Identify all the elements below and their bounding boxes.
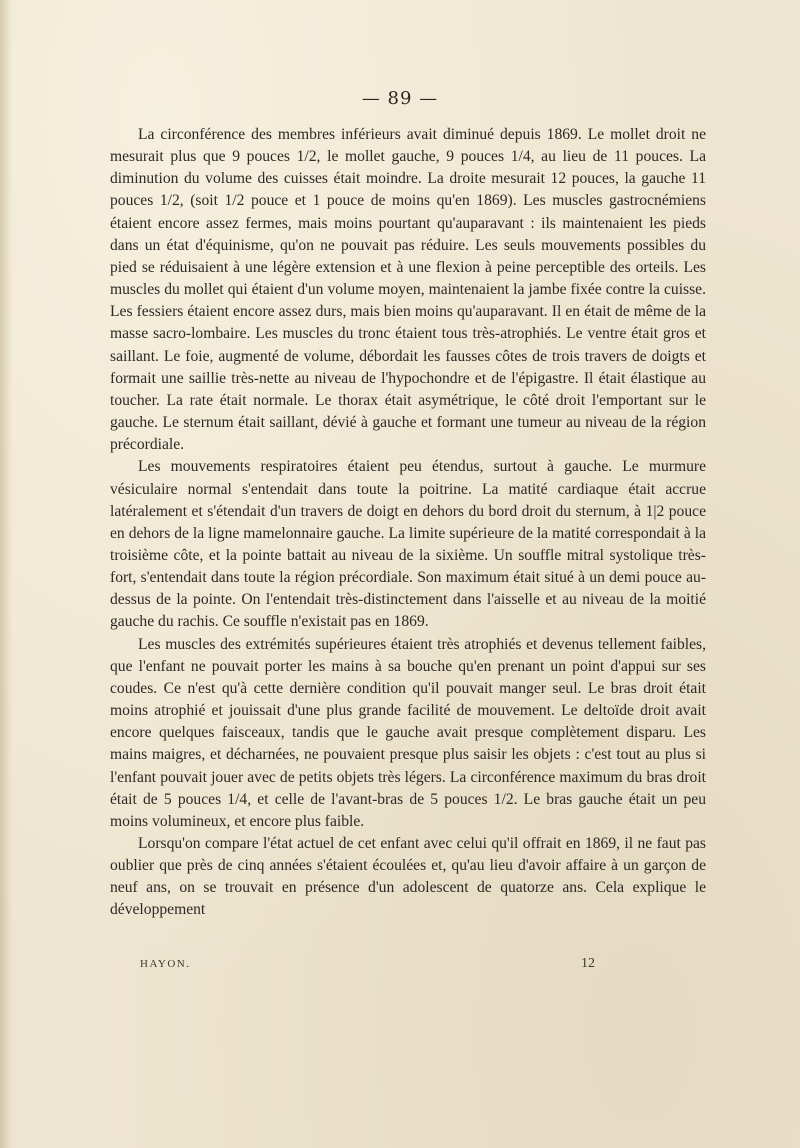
page-number: — 89 — [361,88,439,109]
footer-author: HAYON. [140,958,191,970]
paragraph: La circonférence des membres inférieurs avait diminué depuis 1869. Le mollet droit ne mesurait plus que 9 pouces 1/2, le mollet gauche, 9 pouces 1/4, au lieu de 11 pouces. La diminution du volume des cuisses était moindre. La droite mesurait 12 pouces, la gauche 11 pouces 1/2, (soit 1/2 pouce et 1 pouce de moins qu'en 1869). Les muscles gastrocnémiens étaient encore assez fermes, mais moins pourtant qu'auparavant : ils maintenaient les pieds dans un état d'équinisme, qu'on ne pouvait pas réduire. Les seuls mouvements possibles du pied se réduisaient à une légère extension et à une flexion à peine perceptible des orteils. Les muscles du mollet qui étaient d'un volume moyen, maintenaient la jambe fixée contre la cuisse. Les fessiers étaient encore assez durs, mais bien moins qu'auparavant. Il en était de même de la masse sacro-lombaire. Les muscles du tronc étaient tous très-atrophiés. Le ventre était gros et saillant. Le foie, augmenté de volume, débordait les fausses côtes de trois travers de doigts et formait une saillie très-nette au niveau de l'hypochondre et de l'épigastre. Il était élastique au toucher. La rate était normale. Le thorax était asymétrique, le côté droit l'emportant sur le gauche. Le sternum était saillant, dévié à gauche et formant une tumeur au niveau de la région précordiale. [110,126,706,454]
paragraph: Les mouvements respiratoires étaient peu étendus, surtout à gauche. Le murmure vésiculaire normal s'entendait dans toute la poitrine. La matité cardiaque était accrue latéralement et s'étendait d'un travers de doigt en dehors du bord droit du sternum, à 1|2 pouce en dehors de la ligne mamelonnaire gauche. La limite supérieure de la matité correspondait à la troisième côte, et la pointe battait au niveau de la sixième. Un souffle mitral systolique très-fort, s'entendait dans toute la région précordiale. Son maximum était situé à un demi pouce au-dessus de la pointe. On l'entendait très-distinctement dans l'aisselle et au niveau de la moitié gauche du rachis. Ce souffle n'existait pas en 1869. [110,458,706,631]
signature-mark: 12 [581,956,595,971]
page-footer [140,958,595,978]
page-edge-shadow [0,0,12,1148]
body-text [110,124,706,922]
paragraph: Les muscles des extrémités supérieures étaient très atrophiés et devenus tellement faibles, que l'enfant ne pouvait porter les mains à sa bouche qu'en prenant un point d'appui sur ses coudes. Ce n'est qu'à cette dernière condition qu'il pouvait manger seul. Le bras droit était moins atrophié et jouissait d'une plus grande facilité de mouvement. Le deltoïde droit avait encore quelques faisceaux, tandis que le gauche avait presque complètement disparu. Les mains maigres, et décharnées, ne pouvaient presque plus saisir les objets : c'est tout au plus si l'enfant pouvait jouer avec de petits objets très légers. La circonférence maximum du bras droit était de 5 pouces 1/4, et celle de l'avant-bras de 5 pouces 1/2. Le bras gauche était un peu moins volumineux, et encore plus faible. [110,635,706,830]
paragraph: Lorsqu'on compare l'état actuel de cet enfant avec celui qu'il offrait en 1869, il ne faut pas oublier que près de cinq années s'étaient écoulées et, qu'au lieu d'avoir affaire à un garçon de neuf ans, on se trouvait en présence d'un adolescent de quatorze ans. Cela explique le développement [110,835,706,919]
